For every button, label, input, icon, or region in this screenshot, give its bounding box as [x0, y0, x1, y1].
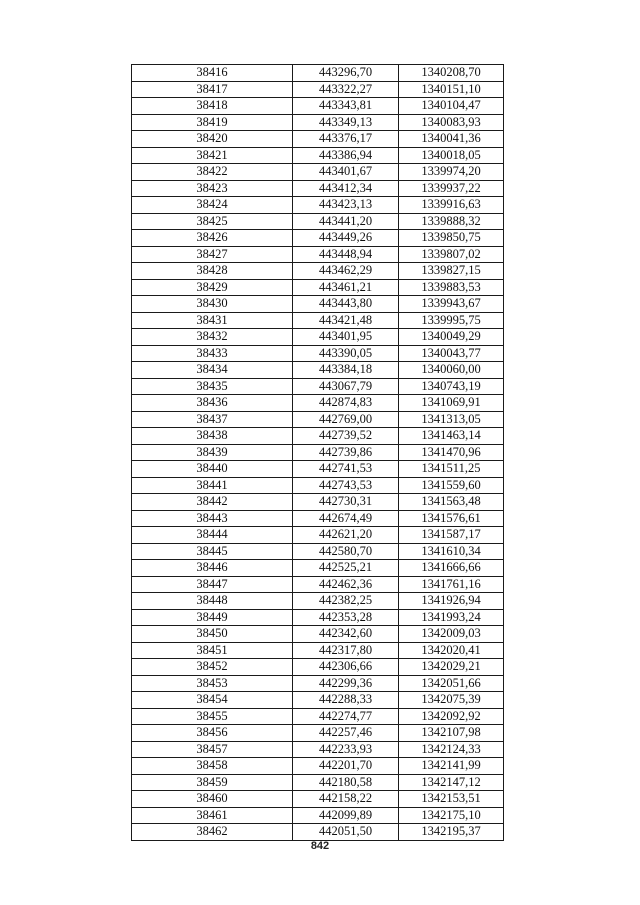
point-id-cell: 38437: [132, 411, 293, 428]
coordinates-table-body: [132, 65, 504, 841]
point-id-cell: 38429: [132, 279, 293, 296]
table-row: [132, 230, 504, 247]
x-coordinate-cell: 442274,77: [293, 708, 399, 725]
x-coordinate-cell: 442743,53: [293, 477, 399, 494]
y-coordinate-cell: 1341563,48: [399, 494, 504, 511]
table-row: [132, 213, 504, 230]
x-coordinate-cell: 443461,21: [293, 279, 399, 296]
table-row: [132, 774, 504, 791]
table-row: [132, 246, 504, 263]
point-id-cell: 38430: [132, 296, 293, 313]
table-row: [132, 758, 504, 775]
point-id-cell: 38453: [132, 675, 293, 692]
y-coordinate-cell: 1340060,00: [399, 362, 504, 379]
x-coordinate-cell: 442580,70: [293, 543, 399, 560]
table-row: [132, 494, 504, 511]
x-coordinate-cell: 443296,70: [293, 65, 399, 82]
x-coordinate-cell: 442288,33: [293, 692, 399, 709]
table-row: [132, 65, 504, 82]
point-id-cell: 38451: [132, 642, 293, 659]
x-coordinate-cell: 443412,34: [293, 180, 399, 197]
y-coordinate-cell: 1342124,33: [399, 741, 504, 758]
table-row: [132, 675, 504, 692]
point-id-cell: 38427: [132, 246, 293, 263]
table-row: [132, 609, 504, 626]
table-row: [132, 345, 504, 362]
point-id-cell: 38442: [132, 494, 293, 511]
y-coordinate-cell: 1339883,53: [399, 279, 504, 296]
y-coordinate-cell: 1342051,66: [399, 675, 504, 692]
table-row: [132, 543, 504, 560]
x-coordinate-cell: 442739,52: [293, 428, 399, 445]
table-row: [132, 114, 504, 131]
x-coordinate-cell: 442299,36: [293, 675, 399, 692]
point-id-cell: 38443: [132, 510, 293, 527]
y-coordinate-cell: 1339974,20: [399, 164, 504, 181]
x-coordinate-cell: 442158,22: [293, 791, 399, 808]
table-row: [132, 263, 504, 280]
y-coordinate-cell: 1342153,51: [399, 791, 504, 808]
y-coordinate-cell: 1341511,25: [399, 461, 504, 478]
x-coordinate-cell: 443401,67: [293, 164, 399, 181]
point-id-cell: 38445: [132, 543, 293, 560]
table-row: [132, 362, 504, 379]
y-coordinate-cell: 1340151,10: [399, 81, 504, 98]
point-id-cell: 38455: [132, 708, 293, 725]
x-coordinate-cell: 442739,86: [293, 444, 399, 461]
point-id-cell: 38428: [132, 263, 293, 280]
table-row: [132, 197, 504, 214]
table-row: [132, 378, 504, 395]
y-coordinate-cell: 1341610,34: [399, 543, 504, 560]
y-coordinate-cell: 1342092,92: [399, 708, 504, 725]
point-id-cell: 38457: [132, 741, 293, 758]
point-id-cell: 38432: [132, 329, 293, 346]
x-coordinate-cell: 443443,80: [293, 296, 399, 313]
y-coordinate-cell: 1339916,63: [399, 197, 504, 214]
x-coordinate-cell: 443462,29: [293, 263, 399, 280]
y-coordinate-cell: 1341463,14: [399, 428, 504, 445]
table-row: [132, 741, 504, 758]
x-coordinate-cell: 442180,58: [293, 774, 399, 791]
x-coordinate-cell: 442257,46: [293, 725, 399, 742]
point-id-cell: 38424: [132, 197, 293, 214]
x-coordinate-cell: 442317,80: [293, 642, 399, 659]
coordinates-table: [131, 64, 504, 841]
point-id-cell: 38426: [132, 230, 293, 247]
x-coordinate-cell: 443449,26: [293, 230, 399, 247]
point-id-cell: 38458: [132, 758, 293, 775]
y-coordinate-cell: 1340041,36: [399, 131, 504, 148]
table-row: [132, 626, 504, 643]
table-row: [132, 147, 504, 164]
y-coordinate-cell: 1342029,21: [399, 659, 504, 676]
y-coordinate-cell: 1340049,29: [399, 329, 504, 346]
table-row: [132, 411, 504, 428]
point-id-cell: 38459: [132, 774, 293, 791]
page-number: 842: [310, 840, 330, 852]
point-id-cell: 38435: [132, 378, 293, 395]
y-coordinate-cell: 1341559,60: [399, 477, 504, 494]
x-coordinate-cell: 443322,27: [293, 81, 399, 98]
y-coordinate-cell: 1341761,16: [399, 576, 504, 593]
table-row: [132, 824, 504, 841]
point-id-cell: 38420: [132, 131, 293, 148]
point-id-cell: 38461: [132, 807, 293, 824]
x-coordinate-cell: 443441,20: [293, 213, 399, 230]
x-coordinate-cell: 443423,13: [293, 197, 399, 214]
table-row: [132, 180, 504, 197]
x-coordinate-cell: 443386,94: [293, 147, 399, 164]
point-id-cell: 38444: [132, 527, 293, 544]
table-row: [132, 477, 504, 494]
table-row: [132, 296, 504, 313]
table-row: [132, 642, 504, 659]
y-coordinate-cell: 1341993,24: [399, 609, 504, 626]
y-coordinate-cell: 1341576,61: [399, 510, 504, 527]
x-coordinate-cell: 442306,66: [293, 659, 399, 676]
x-coordinate-cell: 442674,49: [293, 510, 399, 527]
x-coordinate-cell: 442462,36: [293, 576, 399, 593]
x-coordinate-cell: 442342,60: [293, 626, 399, 643]
x-coordinate-cell: 442382,25: [293, 593, 399, 610]
table-row: [132, 527, 504, 544]
x-coordinate-cell: 442525,21: [293, 560, 399, 577]
table-row: [132, 576, 504, 593]
table-row: [132, 444, 504, 461]
x-coordinate-cell: 443343,81: [293, 98, 399, 115]
x-coordinate-cell: 443448,94: [293, 246, 399, 263]
table-row: [132, 560, 504, 577]
table-row: [132, 461, 504, 478]
y-coordinate-cell: 1340083,93: [399, 114, 504, 131]
table-row: [132, 329, 504, 346]
y-coordinate-cell: 1339807,02: [399, 246, 504, 263]
point-id-cell: 38449: [132, 609, 293, 626]
point-id-cell: 38431: [132, 312, 293, 329]
y-coordinate-cell: 1342175,10: [399, 807, 504, 824]
point-id-cell: 38417: [132, 81, 293, 98]
table-row: [132, 692, 504, 709]
point-id-cell: 38462: [132, 824, 293, 841]
point-id-cell: 38447: [132, 576, 293, 593]
table-row: [132, 659, 504, 676]
table-row: [132, 164, 504, 181]
y-coordinate-cell: 1340208,70: [399, 65, 504, 82]
point-id-cell: 38421: [132, 147, 293, 164]
y-coordinate-cell: 1339995,75: [399, 312, 504, 329]
y-coordinate-cell: 1342107,98: [399, 725, 504, 742]
y-coordinate-cell: 1342009,03: [399, 626, 504, 643]
point-id-cell: 38460: [132, 791, 293, 808]
point-id-cell: 38448: [132, 593, 293, 610]
table-row: [132, 312, 504, 329]
point-id-cell: 38439: [132, 444, 293, 461]
table-row: [132, 428, 504, 445]
point-id-cell: 38425: [132, 213, 293, 230]
x-coordinate-cell: 443384,18: [293, 362, 399, 379]
point-id-cell: 38422: [132, 164, 293, 181]
point-id-cell: 38418: [132, 98, 293, 115]
point-id-cell: 38440: [132, 461, 293, 478]
point-id-cell: 38441: [132, 477, 293, 494]
x-coordinate-cell: 443421,48: [293, 312, 399, 329]
table-row: [132, 593, 504, 610]
x-coordinate-cell: 442201,70: [293, 758, 399, 775]
table-row: [132, 81, 504, 98]
x-coordinate-cell: 442099,89: [293, 807, 399, 824]
y-coordinate-cell: 1339850,75: [399, 230, 504, 247]
table-row: [132, 791, 504, 808]
point-id-cell: 38438: [132, 428, 293, 445]
y-coordinate-cell: 1340043,77: [399, 345, 504, 362]
y-coordinate-cell: 1342020,41: [399, 642, 504, 659]
y-coordinate-cell: 1339888,32: [399, 213, 504, 230]
x-coordinate-cell: 443376,17: [293, 131, 399, 148]
point-id-cell: 38450: [132, 626, 293, 643]
x-coordinate-cell: 442233,93: [293, 741, 399, 758]
point-id-cell: 38416: [132, 65, 293, 82]
point-id-cell: 38423: [132, 180, 293, 197]
x-coordinate-cell: 443401,95: [293, 329, 399, 346]
table-row: [132, 131, 504, 148]
table-row: [132, 395, 504, 412]
point-id-cell: 38433: [132, 345, 293, 362]
y-coordinate-cell: 1341666,66: [399, 560, 504, 577]
y-coordinate-cell: 1341069,91: [399, 395, 504, 412]
point-id-cell: 38454: [132, 692, 293, 709]
x-coordinate-cell: 442051,50: [293, 824, 399, 841]
y-coordinate-cell: 1342147,12: [399, 774, 504, 791]
point-id-cell: 38452: [132, 659, 293, 676]
x-coordinate-cell: 442621,20: [293, 527, 399, 544]
x-coordinate-cell: 442353,28: [293, 609, 399, 626]
point-id-cell: 38434: [132, 362, 293, 379]
y-coordinate-cell: 1340743,19: [399, 378, 504, 395]
y-coordinate-cell: 1342195,37: [399, 824, 504, 841]
y-coordinate-cell: 1339937,22: [399, 180, 504, 197]
table-row: [132, 510, 504, 527]
y-coordinate-cell: 1340018,05: [399, 147, 504, 164]
y-coordinate-cell: 1341926,94: [399, 593, 504, 610]
point-id-cell: 38436: [132, 395, 293, 412]
point-id-cell: 38446: [132, 560, 293, 577]
y-coordinate-cell: 1341587,17: [399, 527, 504, 544]
y-coordinate-cell: 1341313,05: [399, 411, 504, 428]
x-coordinate-cell: 442741,53: [293, 461, 399, 478]
table-row: [132, 279, 504, 296]
x-coordinate-cell: 443349,13: [293, 114, 399, 131]
x-coordinate-cell: 443390,05: [293, 345, 399, 362]
y-coordinate-cell: 1342141,99: [399, 758, 504, 775]
y-coordinate-cell: 1340104,47: [399, 98, 504, 115]
table-row: [132, 98, 504, 115]
y-coordinate-cell: 1341470,96: [399, 444, 504, 461]
table-row: [132, 708, 504, 725]
point-id-cell: 38456: [132, 725, 293, 742]
y-coordinate-cell: 1339943,67: [399, 296, 504, 313]
x-coordinate-cell: 442769,00: [293, 411, 399, 428]
table-row: [132, 725, 504, 742]
table-row: [132, 807, 504, 824]
y-coordinate-cell: 1339827,15: [399, 263, 504, 280]
point-id-cell: 38419: [132, 114, 293, 131]
x-coordinate-cell: 442874,83: [293, 395, 399, 412]
x-coordinate-cell: 443067,79: [293, 378, 399, 395]
y-coordinate-cell: 1342075,39: [399, 692, 504, 709]
x-coordinate-cell: 442730,31: [293, 494, 399, 511]
